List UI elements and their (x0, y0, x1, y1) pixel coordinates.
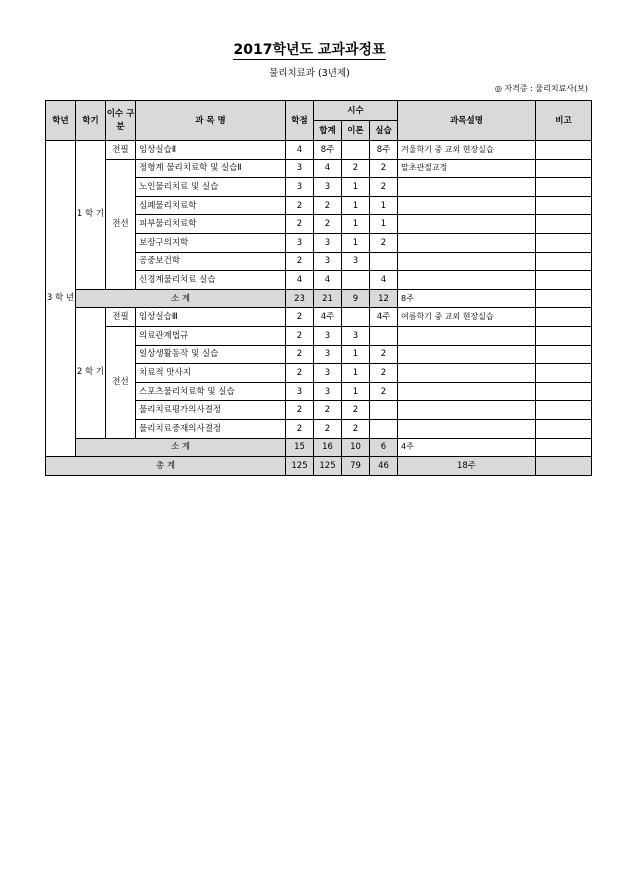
hours-theory-cell: 1 (342, 196, 370, 215)
document-title (0, 41, 619, 59)
credits-cell: 2 (286, 401, 314, 420)
hours-practice-cell: 8주 (370, 141, 398, 160)
subtotal-row (46, 289, 592, 308)
remarks-cell (536, 382, 592, 401)
table-row (46, 159, 592, 178)
subtotal-remarks (536, 438, 592, 457)
hours-total-cell: 2 (314, 419, 342, 438)
hours-practice-cell: 2 (370, 178, 398, 197)
credits-cell: 2 (286, 215, 314, 234)
subtotal-label: 소 계 (76, 289, 286, 308)
remarks-cell (536, 159, 592, 178)
hours-total-cell: 4 (314, 271, 342, 290)
header-hours-theory: 이론 (342, 121, 370, 141)
subtotal-practice: 6 (370, 438, 398, 457)
course-name-cell: 일상생활동작 및 실습 (136, 345, 286, 364)
header-course: 과 목 명 (136, 101, 286, 141)
header-year: 학년 (46, 101, 76, 141)
category-cell: 전필 (106, 141, 136, 160)
remarks-cell (536, 141, 592, 160)
subtotal-theory: 10 (342, 438, 370, 457)
description-cell (398, 419, 536, 438)
hours-total-cell: 3 (314, 345, 342, 364)
course-name-cell: 물리치료평가의사결정 (136, 401, 286, 420)
credits-cell: 3 (286, 178, 314, 197)
hours-practice-cell: 2 (370, 159, 398, 178)
hours-practice-cell: 2 (370, 382, 398, 401)
hours-practice-cell: 1 (370, 215, 398, 234)
description-cell: 겨울학기 중 교외 현장실습 (398, 141, 536, 160)
credits-cell: 2 (286, 345, 314, 364)
hours-theory-cell: 2 (342, 419, 370, 438)
hours-theory-cell: 1 (342, 382, 370, 401)
grand-total-description: 18주 (398, 457, 536, 476)
hours-total-cell: 2 (314, 401, 342, 420)
credits-cell: 2 (286, 196, 314, 215)
course-name-cell: 물리치료중재의사결정 (136, 419, 286, 438)
course-name-cell: 임상실습Ⅱ (136, 141, 286, 160)
description-cell (398, 215, 536, 234)
course-name-cell: 치료적 맛사지 (136, 364, 286, 383)
remarks-cell (536, 252, 592, 271)
hours-practice-cell (370, 401, 398, 420)
grand-total-hours: 125 (314, 457, 342, 476)
header-description: 과목설명 (398, 101, 536, 141)
description-cell (398, 326, 536, 345)
course-name-cell: 피부물리치료학 (136, 215, 286, 234)
remarks-cell (536, 401, 592, 420)
hours-total-cell: 4주 (314, 308, 342, 327)
description-cell (398, 382, 536, 401)
hours-total-cell: 4 (314, 159, 342, 178)
hours-total-cell: 2 (314, 196, 342, 215)
header-hours-total: 합계 (314, 121, 342, 141)
hours-total-cell: 3 (314, 326, 342, 345)
remarks-cell (536, 215, 592, 234)
description-cell (398, 271, 536, 290)
subtotal-description: 4주 (398, 438, 536, 457)
remarks-cell (536, 326, 592, 345)
hours-theory-cell: 1 (342, 364, 370, 383)
hours-theory-cell: 1 (342, 233, 370, 252)
semester-cell: 1 학 기 (76, 141, 106, 290)
course-name-cell: 노인물리치료 및 실습 (136, 178, 286, 197)
grand-total-practice: 46 (370, 457, 398, 476)
description-cell (398, 196, 536, 215)
header-credits: 학점 (286, 101, 314, 141)
course-name-cell: 스포츠물리치료학 및 실습 (136, 382, 286, 401)
credits-cell: 4 (286, 141, 314, 160)
table-row (46, 141, 592, 160)
description-cell: 여름학기 중 교외 현장실습 (398, 308, 536, 327)
grand-total-row (46, 457, 592, 476)
subtotal-practice: 12 (370, 289, 398, 308)
credits-cell: 4 (286, 271, 314, 290)
description-cell (398, 178, 536, 197)
credits-cell: 2 (286, 364, 314, 383)
description-cell (398, 401, 536, 420)
elective-category-cell: 전선 (106, 159, 136, 289)
curriculum-body (46, 141, 592, 457)
subtotal-description: 8주 (398, 289, 536, 308)
credits-cell: 3 (286, 233, 314, 252)
credits-cell: 3 (286, 159, 314, 178)
grand-total-remarks (536, 457, 592, 476)
subtotal-label: 소 계 (76, 438, 286, 457)
remarks-cell (536, 364, 592, 383)
grand-total-credits: 125 (286, 457, 314, 476)
hours-total-cell: 8주 (314, 141, 342, 160)
header-hours: 시수 (314, 101, 398, 121)
course-name-cell: 의료관계법규 (136, 326, 286, 345)
remarks-cell (536, 345, 592, 364)
hours-total-cell: 2 (314, 215, 342, 234)
subtotal-hours: 21 (314, 289, 342, 308)
course-name-cell: 보장구의지학 (136, 233, 286, 252)
subtotal-row (46, 438, 592, 457)
credits-cell: 3 (286, 382, 314, 401)
subtotal-credits: 23 (286, 289, 314, 308)
qualification-note: ◎ 자격증 : 물리치료사(보) (494, 84, 588, 93)
course-name-cell: 정형계 물리치료학 및 실습Ⅱ (136, 159, 286, 178)
grand-total-label: 총 계 (46, 457, 286, 476)
subtotal-remarks (536, 289, 592, 308)
category-cell: 전필 (106, 308, 136, 327)
elective-category-cell: 전선 (106, 326, 136, 438)
hours-practice-cell (370, 419, 398, 438)
semester-cell: 2 학 기 (76, 308, 106, 438)
description-cell: 말초관절교정 (398, 159, 536, 178)
hours-theory-cell: 2 (342, 159, 370, 178)
hours-theory-cell: 1 (342, 345, 370, 364)
table-row (46, 308, 592, 327)
hours-theory-cell: 3 (342, 326, 370, 345)
hours-total-cell: 3 (314, 382, 342, 401)
credits-cell: 2 (286, 252, 314, 271)
document-title-text: 2017학년도 교과과정표 (233, 42, 386, 58)
remarks-cell (536, 419, 592, 438)
credits-cell: 2 (286, 326, 314, 345)
year-cell: 3 학 년 (46, 141, 76, 457)
table-row (46, 326, 592, 345)
hours-theory-cell: 1 (342, 178, 370, 197)
hours-practice-cell: 4주 (370, 308, 398, 327)
credits-cell: 2 (286, 308, 314, 327)
remarks-cell (536, 196, 592, 215)
subtotal-theory: 9 (342, 289, 370, 308)
header-category: 이수 구분 (106, 101, 136, 141)
hours-practice-cell: 4 (370, 271, 398, 290)
course-name-cell: 공중보건학 (136, 252, 286, 271)
hours-total-cell: 3 (314, 364, 342, 383)
hours-theory-cell: 2 (342, 401, 370, 420)
header-remarks: 비고 (536, 101, 592, 141)
remarks-cell (536, 233, 592, 252)
credits-cell: 2 (286, 419, 314, 438)
description-cell (398, 233, 536, 252)
course-name-cell: 임상실습Ⅲ (136, 308, 286, 327)
remarks-cell (536, 271, 592, 290)
hours-practice-cell (370, 252, 398, 271)
course-name-cell: 심폐물리치료학 (136, 196, 286, 215)
hours-practice-cell (370, 326, 398, 345)
hours-total-cell: 3 (314, 233, 342, 252)
hours-theory-cell (342, 271, 370, 290)
course-name-cell: 신경계물리치료 실습 (136, 271, 286, 290)
header-semester: 학기 (76, 101, 106, 141)
subtotal-credits: 15 (286, 438, 314, 457)
hours-practice-cell: 1 (370, 196, 398, 215)
subtotal-hours: 16 (314, 438, 342, 457)
description-cell (398, 252, 536, 271)
curriculum-table (45, 100, 592, 476)
header-hours-practice: 실습 (370, 121, 398, 141)
description-cell (398, 364, 536, 383)
hours-practice-cell: 2 (370, 345, 398, 364)
hours-theory-cell: 1 (342, 215, 370, 234)
grand-total-theory: 79 (342, 457, 370, 476)
description-cell (398, 345, 536, 364)
hours-theory-cell (342, 141, 370, 160)
hours-theory-cell: 3 (342, 252, 370, 271)
hours-total-cell: 3 (314, 252, 342, 271)
remarks-cell (536, 178, 592, 197)
hours-total-cell: 3 (314, 178, 342, 197)
document-subtitle: 물리치료과 (3년제) (269, 68, 350, 79)
hours-theory-cell (342, 308, 370, 327)
remarks-cell (536, 308, 592, 327)
hours-practice-cell: 2 (370, 233, 398, 252)
hours-practice-cell: 2 (370, 364, 398, 383)
